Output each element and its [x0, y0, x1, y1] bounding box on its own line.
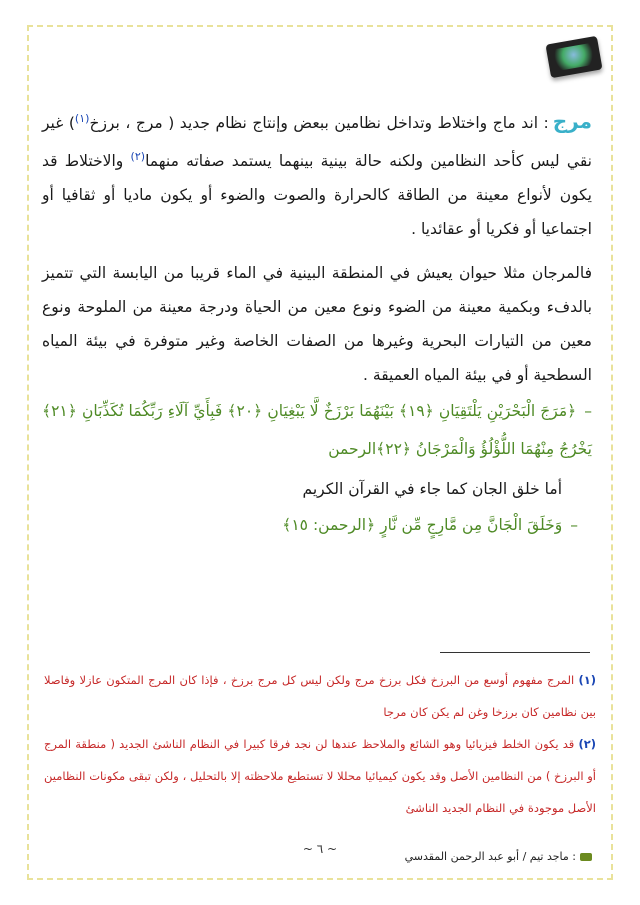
footnote-number: (٢): [578, 737, 596, 751]
term-heading: مرج: [552, 109, 593, 134]
definition-part-a: : اند ماج واختلاط وتداخل نظامين ببعض وإنتاج نظام جديد ( مرج ، برزخ: [89, 114, 549, 133]
definition-part-c: والاختلاط قد يكون لأنواع معينة من الطاقة كالحرارة والصوت والضوء أو يكون ماديا أو ثقافيا أو اجتماعيا أو فكريا أو عقائديا .: [42, 152, 592, 239]
footnote-text: قد يكون الخلط فيزيائيا وهو الشائع والملاحظ عندها لن نجد فرقا كبيرا في النظام الناشئ الجديد ( منطقة المرج أو البرزخ ) من النظامين الأصل وقد يكون كيميائيا محللا لا تستطيع ملاحظته إلا بالتحليل ، ولكن تبقى مكونات النظامين الأصل موجودة في النظام الجديد الناشئ: [44, 737, 596, 815]
author-credit: [405, 850, 592, 863]
verse-dash: –: [570, 516, 578, 535]
footnotes: [44, 664, 596, 824]
paragraph-coral: فالمرجان مثلا حيوان يعيش في المنطقة البينية في الماء قريبا من اليابسة التي تتميز بالدفء وبكمية معينة من الضوء ونوع معين من الحياة ودرجة معينة من الملوحة ونوع معين من التيارات البحرية وغيرها من الصفات الخاصة وغير متوفرة في بيئة المياه السطحية أو في بيئة المياه العميقة .: [42, 264, 592, 385]
footnote-1: [44, 664, 596, 728]
footnote-number: (١): [578, 673, 596, 687]
jinn-intro: أما خلق الجان كما جاء في القرآن الكريم: [302, 480, 562, 499]
author-name: : ماجد تيم / أبو عبد الرحمن المقدسي: [404, 850, 576, 863]
definition-part-b: ) غير نقي ليس كأحد النظامين ولكنه حالة بينية بينهما يستمد صفاته منهما: [42, 114, 592, 171]
verse-source: الرحمن: [328, 440, 377, 459]
paragraph-definition: [42, 102, 592, 246]
pen-icon: [580, 853, 592, 861]
footnote-ref-2[interactable]: (٢): [130, 150, 146, 164]
verse-text: ﴿مَرَجَ الْبَحْرَيْنِ يَلْتَقِيَانِ ﴿١٩﴾ بَيْنَهُمَا بَرْزَخٌ لَّا يَبْغِيَانِ ﴿٢٠﴾ فَبِأَيِّ آلَاءِ رَبِّكُمَا تُكَذِّبَانِ ﴿٢١﴾ يَخْرُجُ مِنْهُمَا اللُّؤْلُؤُ وَالْمَرْجَانُ ﴿٢٢﴾: [42, 402, 592, 459]
footnote-ref-1[interactable]: (١): [74, 112, 90, 125]
main-content: [42, 102, 592, 544]
verse-jinn-text: وَخَلَقَ الْجَانَّ مِن مَّارِجٍ مِّن نَّارٍ: [380, 516, 563, 535]
page-number: ~ ٦ ~: [302, 842, 338, 856]
quran-verse-jinn: [42, 506, 592, 544]
footnote-separator: [440, 652, 590, 653]
verse-dash: –: [584, 402, 592, 421]
quran-verse-rahman: [42, 392, 592, 468]
footnote-text: المرج مفهوم أوسع من البرزخ فكل برزخ مرج ولكن ليس كل مرج برزخ ، فإذا كان المرج المتكون عازلا وفاصلا بين نظامين كان برزخا وغن لم يكن كان مرجا: [44, 673, 596, 719]
footnote-2: [44, 728, 596, 824]
verse-jinn-source: ﴿الرحمن: ١٥﴾: [282, 516, 376, 535]
